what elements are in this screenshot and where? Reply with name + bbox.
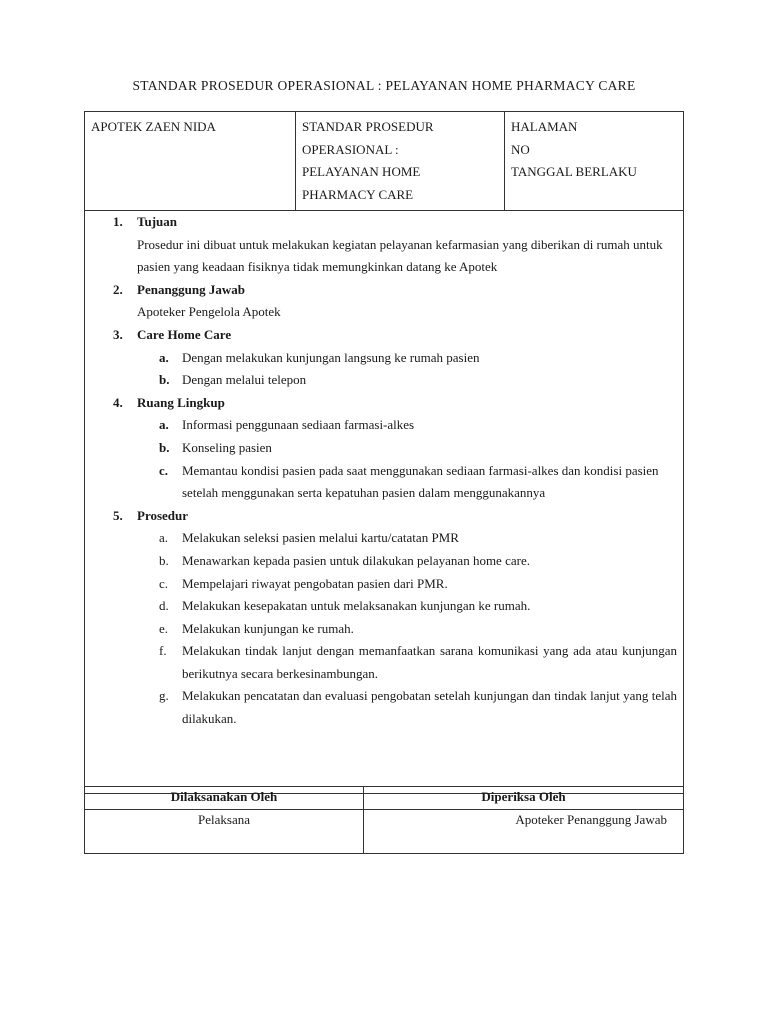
list-item — [85, 618, 681, 641]
checked-by-label: Diperiksa Oleh — [364, 787, 684, 810]
item-text: Dengan melalui telepon — [182, 372, 307, 388]
effective-date-label: TANGGAL BERLAKU — [511, 164, 637, 179]
item-marker: b. — [159, 552, 169, 568]
section-text-penanggung-jawab: Apoteker Pengelola Apotek — [137, 304, 281, 320]
item-text: Melakukan kunjungan ke rumah. — [182, 620, 354, 636]
section-title-text: Prosedur — [137, 507, 189, 523]
section-number: 2. — [113, 281, 123, 297]
item-marker: g. — [159, 688, 169, 704]
procedure-line: STANDAR PROSEDUR — [302, 119, 434, 134]
section-number: 5. — [113, 507, 123, 523]
header-row — [85, 112, 684, 211]
item-marker: a. — [159, 349, 169, 365]
list-item — [85, 460, 681, 505]
section-title-text: Tujuan — [137, 214, 177, 229]
list-item — [85, 595, 681, 618]
document-title: STANDAR PROSEDUR OPERASIONAL : PELAYANAN HOME PHARMACY CARE — [132, 78, 636, 93]
item-marker: a. — [159, 417, 169, 433]
list-item — [85, 414, 681, 437]
section-title-text: Penanggung Jawab — [137, 281, 245, 297]
item-text: Melakukan pencatatan dan evaluasi pengobatan setelah kunjungan dan tindak lanjut yang telah dilakukan. — [182, 688, 677, 727]
done-by-value: Pelaksana — [85, 810, 364, 854]
section-text-tujuan: Prosedur ini dibuat untuk melakukan kegiatan pelayanan kefarmasian yang diberikan di rumah untuk pasien yang keadaan fisiknya tidak memungkinkan datang ke Apotek — [137, 236, 663, 275]
signature-row — [85, 810, 684, 854]
signature-table — [84, 786, 684, 854]
meta-cell — [505, 112, 684, 211]
list-item — [85, 527, 681, 550]
body-cell — [85, 211, 684, 794]
signature-header-row — [85, 787, 684, 810]
list-item — [85, 685, 681, 730]
section-title-text: Ruang Lingkup — [137, 394, 225, 410]
section-title-prosedur — [85, 505, 681, 528]
list-item — [85, 550, 681, 573]
item-marker: b. — [159, 372, 170, 388]
section-title-tujuan — [85, 211, 681, 234]
list-item — [85, 640, 681, 685]
item-marker: f. — [159, 643, 167, 659]
section-title-ruang-lingkup — [85, 392, 681, 415]
item-marker: a. — [159, 530, 169, 546]
procedure-line: OPERASIONAL : — [302, 141, 399, 157]
item-text: Melakukan seleksi pasien melalui kartu/catatan PMR — [182, 530, 459, 546]
pharmacy-name: APOTEK ZAEN NIDA — [91, 119, 216, 134]
item-text: Melakukan tindak lanjut dengan memanfaatkan sarana komunikasi yang ada atau kunjungan berikutnya secara berkesinambungan. — [182, 643, 677, 681]
section-number: 1. — [113, 214, 123, 229]
page-label: HALAMAN — [511, 119, 578, 134]
item-text: Menawarkan kepada pasien untuk dilakukan pelayanan home care. — [182, 552, 530, 568]
done-by-label: Dilaksanakan Oleh — [85, 787, 364, 810]
item-text: Konseling pasien — [182, 439, 272, 455]
item-marker: b. — [159, 439, 170, 455]
section-number: 3. — [113, 326, 123, 342]
checked-by-value: Apoteker Penanggung Jawab — [364, 810, 684, 854]
item-text: Memantau kondisi pasien pada saat menggunakan sediaan farmasi-alkes dan kondisi pasien setelah menggunakan serta kepatuhan pasien dalam menggunakannya — [182, 462, 659, 501]
item-text: Mempelajari riwayat pengobatan pasien dari PMR. — [182, 575, 448, 591]
pharmacy-cell — [85, 112, 296, 211]
list-item — [85, 437, 681, 460]
procedure-line: PELAYANAN HOME — [302, 164, 421, 179]
item-text: Melakukan kesepakatan untuk melaksanakan kunjungan ke rumah. — [182, 598, 531, 614]
section-title-penanggung-jawab — [85, 279, 681, 302]
section-title-text: Care Home Care — [137, 326, 232, 342]
body-row — [85, 211, 684, 794]
list-item — [85, 369, 681, 392]
sop-table — [84, 111, 684, 794]
procedure-line: PHARMACY CARE — [302, 186, 414, 202]
sop-content — [85, 211, 683, 731]
section-number: 4. — [113, 394, 123, 410]
item-marker: c. — [159, 575, 169, 591]
item-marker: d. — [159, 598, 169, 614]
list-item — [85, 347, 681, 370]
item-marker: c. — [159, 462, 169, 478]
item-text: Informasi penggunaan sediaan farmasi-alkes — [182, 417, 415, 433]
list-item — [85, 573, 681, 596]
procedure-cell — [296, 112, 505, 211]
number-label: NO — [511, 141, 530, 157]
item-text: Dengan melakukan kunjungan langsung ke rumah pasien — [182, 349, 480, 365]
item-marker: e. — [159, 620, 169, 636]
section-title-care-home-care — [85, 324, 681, 347]
